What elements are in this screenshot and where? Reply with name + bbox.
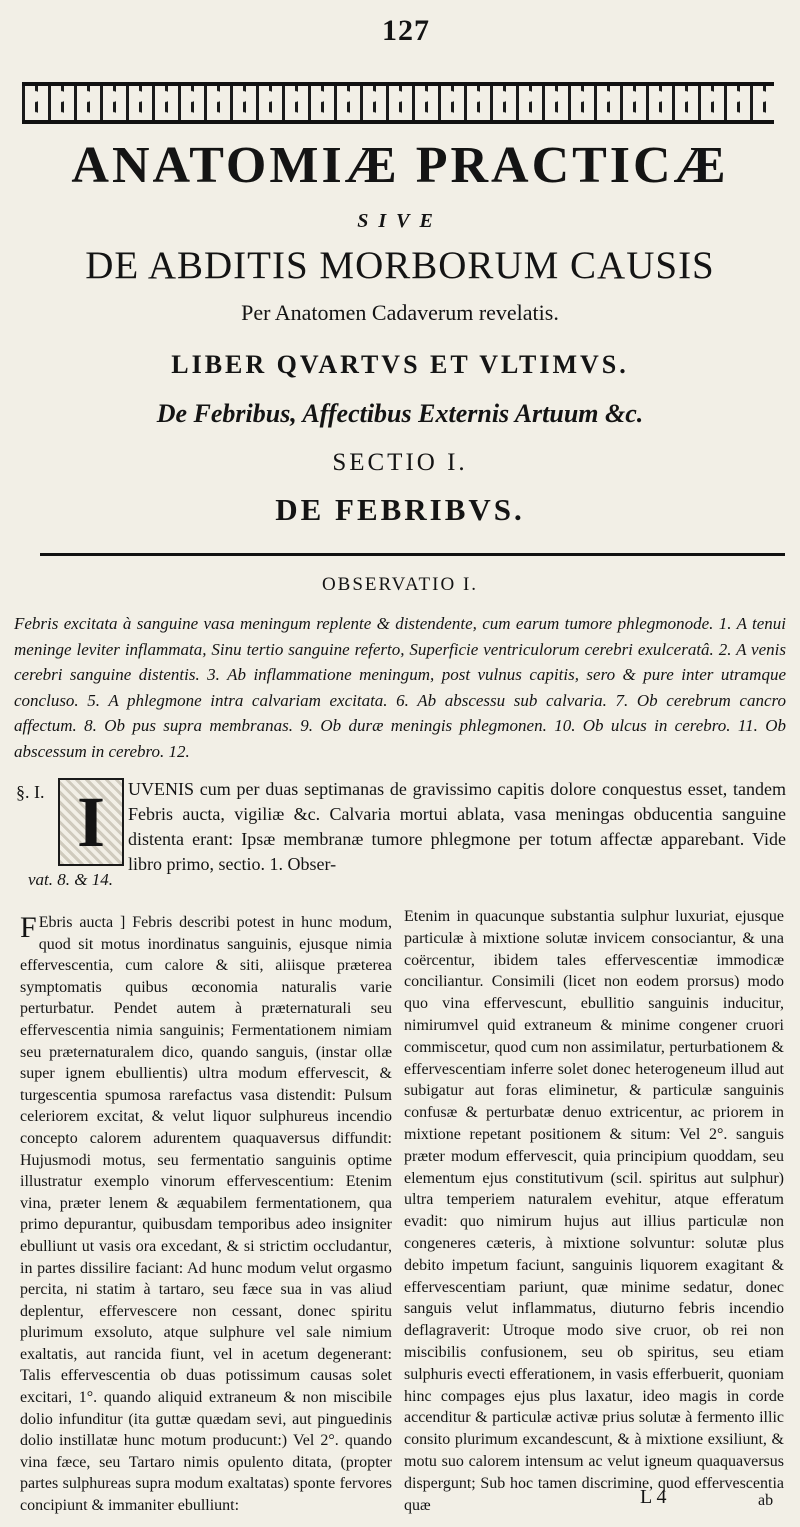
paragraph-mark: §. I. (16, 782, 45, 802)
ornament-band (22, 82, 774, 124)
book-subject: De Febribus, Affectibus Externis Artuum &c. (156, 399, 644, 428)
subtitle-per: Per Anatomen Cadaverum revelatis. (241, 300, 559, 325)
right-column (404, 906, 784, 1516)
divider-rule (40, 553, 785, 556)
section-title: DE FEBRIBVS. (275, 492, 525, 527)
left-column (20, 912, 392, 1517)
catchword: ab (758, 1492, 774, 1509)
right-column-text: Etenim in quacunque substantia sulphur luxuriat, ejusque particulæ à mixtione solutæ invicem consociantur, & una coërcentur, ibidem tales effervescentiæ immodicæ conciliantur. Consimili (licet non eodem prorsus) modo quo vina effervescunt, ebullitio sanguinis inducitur, nimirumvel quid extraneum & minime congener cruori commiscetur, quod cum non assimilatur, perturbationem & effervescentiam inferre solet donec heterogeneum illud aut subigatur aut foras eliminetur, & particulæ sanguinis confusæ & perturbatæ denuo extricentur, ac priorem in mixtione repetant positionem & situm: Vel 2°. sanguis præter modum effervescit, quia principium quoddam, seu elementum ejus constitutivum (scil. spiritus aut sulphur) ultra temperiem naturalem evehitur, atque efferatum evadit: quo nimirum hujus aut illius particulæ non congeneres cæteris, à mixtione solvuntur: solutæ plus debito impetum faciunt, sanguinis liquorem exagitant & effervescentiam pariunt, quæ minime sedatur, donec sanguis velut inflammatus, diuturno febris incendio deflagraverit: Utroque modo sive cruor, ob rei non miscibilis confusionem, seu ob spiritus, seu etiam sulphuris evecti efferationem, in vasis efferbuerit, quoniam hinc compages ejus plus laxatur, ideo magis in corde accenditur & particulæ activæ prius solutæ à fermento illic consito plurimum excandescunt, & à mixtione exsiliunt, & motu suo calorem intensum ac velut igneum quaquaversus dispergunt; Sub hoc tamen discrimine, quod effervescentia quæ (404, 908, 784, 1514)
drop-cap-letter: I (76, 782, 106, 862)
page-number: 127 (382, 14, 430, 47)
signature-mark: L 4 (640, 1486, 667, 1508)
section-heading: SECTIO I. (332, 449, 468, 476)
observation-heading: OBSERVATIO I. (321, 574, 479, 595)
book-heading: LIBER QVARTVS ET VLTIMVS. (171, 350, 629, 379)
case-paragraph: UVENIS cum per duas septimanas de gravissimo capitis dolore conquestus esset, tandem Febris aucta, vigiliæ &c. Calvaria mortui ablata, vasa meningas obducentia sanguine distenta erant: Ipsæ membranæ tumore phlegmone per totum affectæ apparebant. Vide libro primo, sectio. 1. Obser- (128, 779, 786, 874)
initial-f: F (20, 911, 37, 944)
subtitle: DE ABDITIS MORBORUM CAUSIS (85, 244, 715, 287)
title-sive: SIVE (357, 210, 443, 232)
observation-summary (14, 611, 786, 764)
page-title: ANATOMIÆ PRACTICÆ (71, 137, 729, 194)
left-column-text: Ebris aucta ] Febris describi potest in hunc modum, quod sit motus inordinatus sanguinis, ejusque nimia effervescentia, cum calore & siti, aliisque præterea symptomatis quibus œconomia naturalis varie perturbatur. Pendet autem à præternaturali seu effervescentia nimia sanguinis; Fermentationem nimiam seu præternaturalem dico, quando sanguis, (instar ollæ super ignem ebullientis) ultra modum effervescit, & turgescentia spumosa rarefactus vasa distendit: Pulsum celeriorem excitat, & velut liquor sulphureus incendio concepto calorem adurentem quaquaversus diffundit: Hujusmodi motus, seu fermentatio sanguinis optime illustratur exemplo vinorum effervescentium: Etenim vina, præter lenem & æquabilem fermentationem, qua primo depurantur, quibusdam temporibus adeo insigniter ebulliunt ut vasis ora excedant, & si strictim occludantur, in partes dissilire faciant: Ad hunc modum velut orgasmo percita, ni statim à tartaro, seu fæce sua in vas aliud deplentur, effervescere non cessant, donec spiritu plurimum exsoluto, atque sulphure vel sale nimium exaltatis, aut rancida fiunt, vel in acetum degenerant: Talis effervescentia ob duas potissimum causas solet excitari, 1°. quando aliquid extraneum & non miscibile dolio infunditur (ita guttæ quædam sevi, aut pinguedinis dolio instillatæ hunc motum producunt:) Vel 2°. quando vina fæce, seu Tartaro nimis opulento ditata, (propter partes sulphureas supra modum exaltatas) sponte fervores concipiunt & immaniter ebulliunt: (20, 914, 392, 1515)
case-paragraph-tail: vat. 8. & 14. (28, 870, 113, 889)
summary-text: Febris excitata à sanguine vasa meningum replente & distendente, cum earum tumore phlegmonode. 1. A tenui meninge leviter inflammata, Sinu tertio sanguine referto, Superficie ventriculorum cerebri exulceratâ. 2. A venis cerebri sanguine distentis. 3. Ab inflammatione meningum, post vulnus capitis, sero & pure inter utramque concluso. 5. A phlegmone intra calvariam excitata. 6. Ab abscessu sub calvaria. 7. Ob cerebrum cancro affectum. 8. Ob pus supra membranas. 9. Ob duræ meningis phlegmonen. 10. Ob ulcus in cerebro. 11. Ob abscessum in cerebro. 12. (14, 614, 786, 761)
drop-cap (58, 778, 124, 866)
